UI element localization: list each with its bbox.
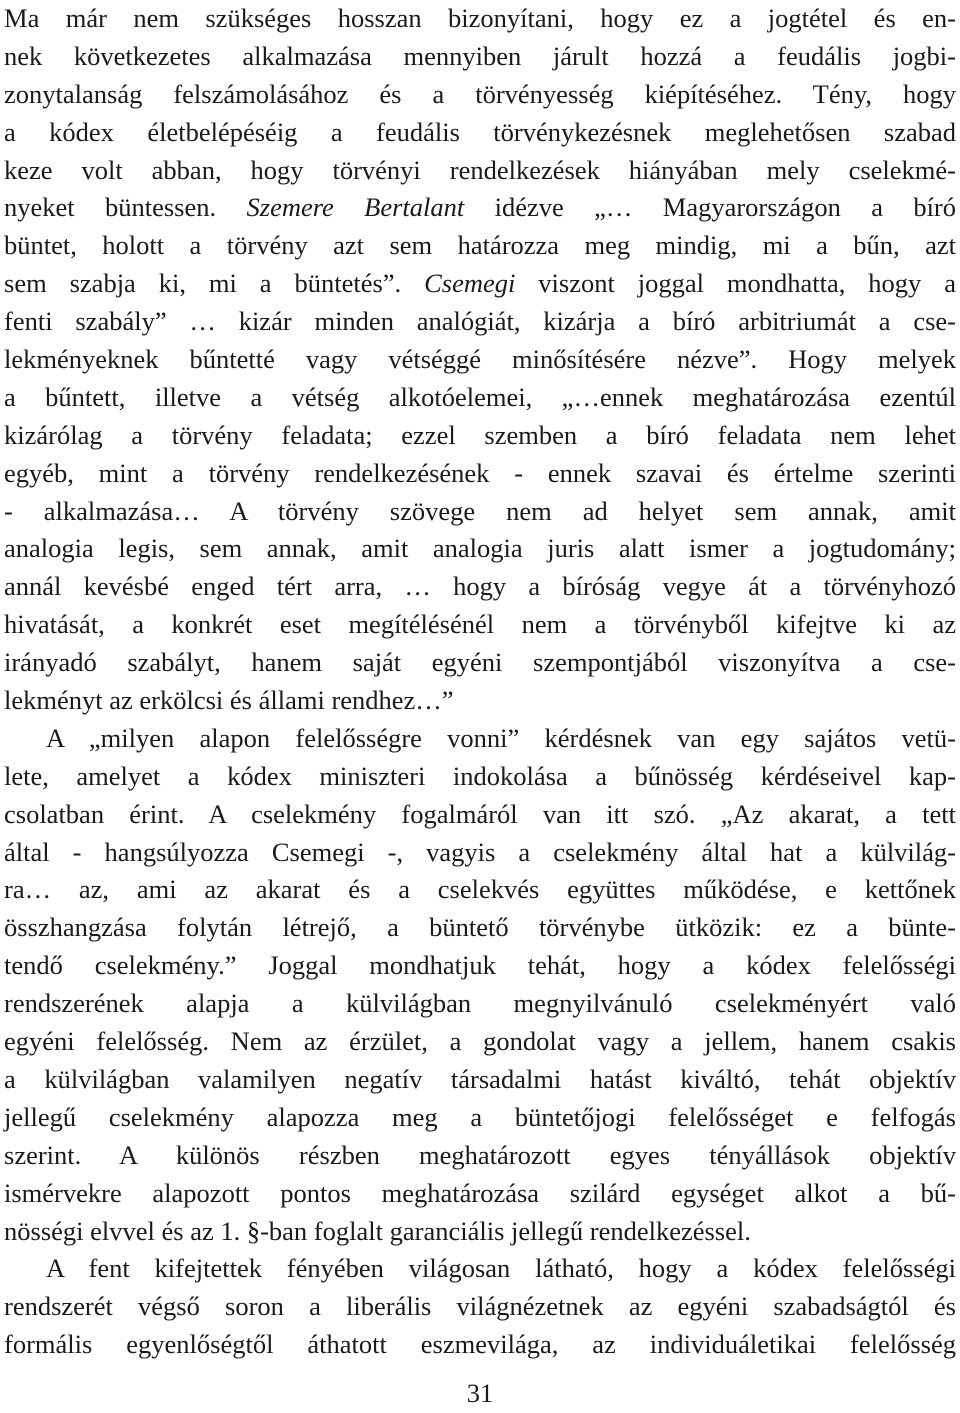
- text-run: fenti szabály” … kizár minden analógiát, kizárja a bíró arbitriumát a cse-: [4, 306, 956, 337]
- text-run: tendő cselekmény.” Joggal mondhatjuk tehát, hogy a kódex felelősségi: [4, 950, 956, 981]
- text-run: a külvilágban valamilyen negatív társadalmi hatást kiváltó, tehát objektív: [4, 1063, 956, 1094]
- text-line: [4, 227, 956, 265]
- text-line: [4, 1175, 956, 1213]
- text-run: rendszerének alapja a külvilágban megnyilvánuló cselekményért való: [4, 988, 956, 1019]
- italic-name: Csemegi: [424, 268, 516, 299]
- text-run: a bűntett, illetve a vétség alkotóelemei, „…ennek meghatározása ezentúl: [4, 381, 956, 412]
- text-line: [4, 947, 956, 985]
- text-run: egyéb, mint a törvény rendelkezésének - ennek szavai és értelme szerinti: [4, 457, 956, 488]
- text-line: [4, 493, 956, 531]
- text-line: [4, 1023, 956, 1061]
- text-run: kizárólag a törvény feladata; ezzel szemben a bíró feladata nem lehet: [4, 419, 956, 450]
- text-line: [4, 834, 956, 872]
- text-run: nek következetes alkalmazása mennyiben járult hozzá a feudális jogbi-: [4, 40, 956, 71]
- text-run: lekményeknek bűntetté vagy vétséggé minősítésére nézve”. Hogy melyek: [4, 344, 956, 375]
- text-line: [4, 1288, 956, 1326]
- text-run: jellegű cselekmény alapozza meg a büntetőjogi felelősséget e felfogás: [4, 1101, 956, 1132]
- text-run: lete, amelyet a kódex miniszteri indokolása a bűnösség kérdéseivel kap-: [4, 760, 956, 791]
- text-line: [4, 303, 956, 341]
- text-line: [4, 1213, 956, 1251]
- text-run: sem szabja ki, mi a büntetés”.: [4, 268, 425, 299]
- text-run: egyéni felelősség. Nem az érzület, a gondolat vagy a jellem, hanem csakis: [4, 1026, 956, 1057]
- text-line: [4, 114, 956, 152]
- text-line: [4, 417, 956, 455]
- text-line: [4, 76, 956, 114]
- text-run: hivatását, a konkrét eset megítélésénél nem a törvényből kifejtve ki az: [4, 609, 956, 640]
- text-line: [4, 455, 956, 493]
- text-run: formális egyenlőségtől áthatott eszmevilága, az individuáletikai felelősség: [4, 1329, 956, 1360]
- text-line: [4, 1137, 956, 1175]
- text-run: annál kevésbé enged tért arra, … hogy a bíróság vegye át a törvényhozó: [4, 571, 956, 602]
- text-run: ismérvekre alapozott pontos meghatározása szilárd egységet alkot a bű-: [4, 1177, 956, 1208]
- text-run: összhangzása folytán létrejő, a büntető törvénybe ütközik: ez a büntе-: [4, 912, 956, 943]
- page-number: 31: [466, 1378, 494, 1408]
- text-run: büntet, holott a törvény azt sem határozza meg mindig, mi a bűn, azt: [4, 230, 956, 261]
- text-run: a kódex életbelépéséig a feudális törvénykezésnek meglehetősen szabad: [4, 116, 956, 147]
- text-line: [4, 871, 956, 909]
- text-run: szerint. A különös részben meghatározott egyes tényállások objektív: [4, 1139, 956, 1170]
- text-line: [4, 909, 956, 947]
- text-run: nyeket büntessen.: [4, 192, 247, 223]
- text-run: által - hangsúlyozza Csemegi -, vagyis a cselekmény által hat a külvilág-: [4, 836, 956, 867]
- italic-name: Szemere Bertalant: [246, 192, 465, 223]
- text-line: [4, 644, 956, 682]
- text-line: [4, 1326, 956, 1364]
- text-run: A fent kifejtettek fényében világosan látható, hogy a kódex felelősségi: [46, 1253, 956, 1284]
- body-text: [4, 0, 956, 1364]
- text-run: viszont joggal mondhatta, hogy a: [515, 268, 956, 299]
- text-run: rendszerét végső soron a liberális világnézetnek az egyéni szabadságtól és: [4, 1291, 956, 1322]
- text-line: [4, 1061, 956, 1099]
- text-run: - alkalmazása… A törvény szövege nem ad helyet sem annak, amit: [4, 495, 956, 526]
- text-run: ra… az, ami az akarat és a cselekvés együttes működése, e kettőnek: [4, 874, 956, 905]
- text-run: csolatban érint. A cselekmény fogalmáról van itt szó. „Az akarat, a tett: [4, 798, 956, 829]
- text-run: irányadó szabályt, hanem saját egyéni szempontjából viszonyítva a cse-: [4, 647, 956, 678]
- text-line: [4, 796, 956, 834]
- text-run: zonytalanság felszámolásához és a törvényesség kiépítéséhez. Tény, hogy: [4, 78, 956, 109]
- text-line: [4, 530, 956, 568]
- text-run: A „milyen alapon felelősségre vonni” kérdésnek van egy sajátos vetü-: [46, 722, 956, 753]
- text-run: analogia legis, sem annak, amit analogia juris alatt ismer a jogtudomány;: [4, 533, 956, 564]
- text-run: idézve „… Magyarországon a bíró: [464, 192, 957, 223]
- text-line: [4, 568, 956, 606]
- text-line: [4, 0, 956, 38]
- text-line: [4, 1250, 956, 1288]
- text-line: [4, 758, 956, 796]
- text-run: keze volt abban, hogy törvényi rendelkezések hiányában mely cselekmé-: [4, 154, 956, 185]
- text-run: lekményt az erkölcsi és állami rendhez…”: [4, 685, 454, 716]
- text-line: [4, 379, 956, 417]
- text-line: [4, 341, 956, 379]
- text-line: [4, 38, 956, 76]
- text-run: nösségi elvvel és az 1. §-ban foglalt garanciális jellegű rendelkezéssel.: [4, 1215, 751, 1246]
- text-line: [4, 1099, 956, 1137]
- text-line: [4, 606, 956, 644]
- text-line: [4, 189, 956, 227]
- text-line: [4, 720, 956, 758]
- text-line: [4, 265, 956, 303]
- text-line: [4, 985, 956, 1023]
- text-line: [4, 152, 956, 190]
- text-line: [4, 682, 956, 720]
- text-run: Ma már nem szükséges hosszan bizonyítani, hogy ez a jogtétel és en-: [4, 3, 956, 33]
